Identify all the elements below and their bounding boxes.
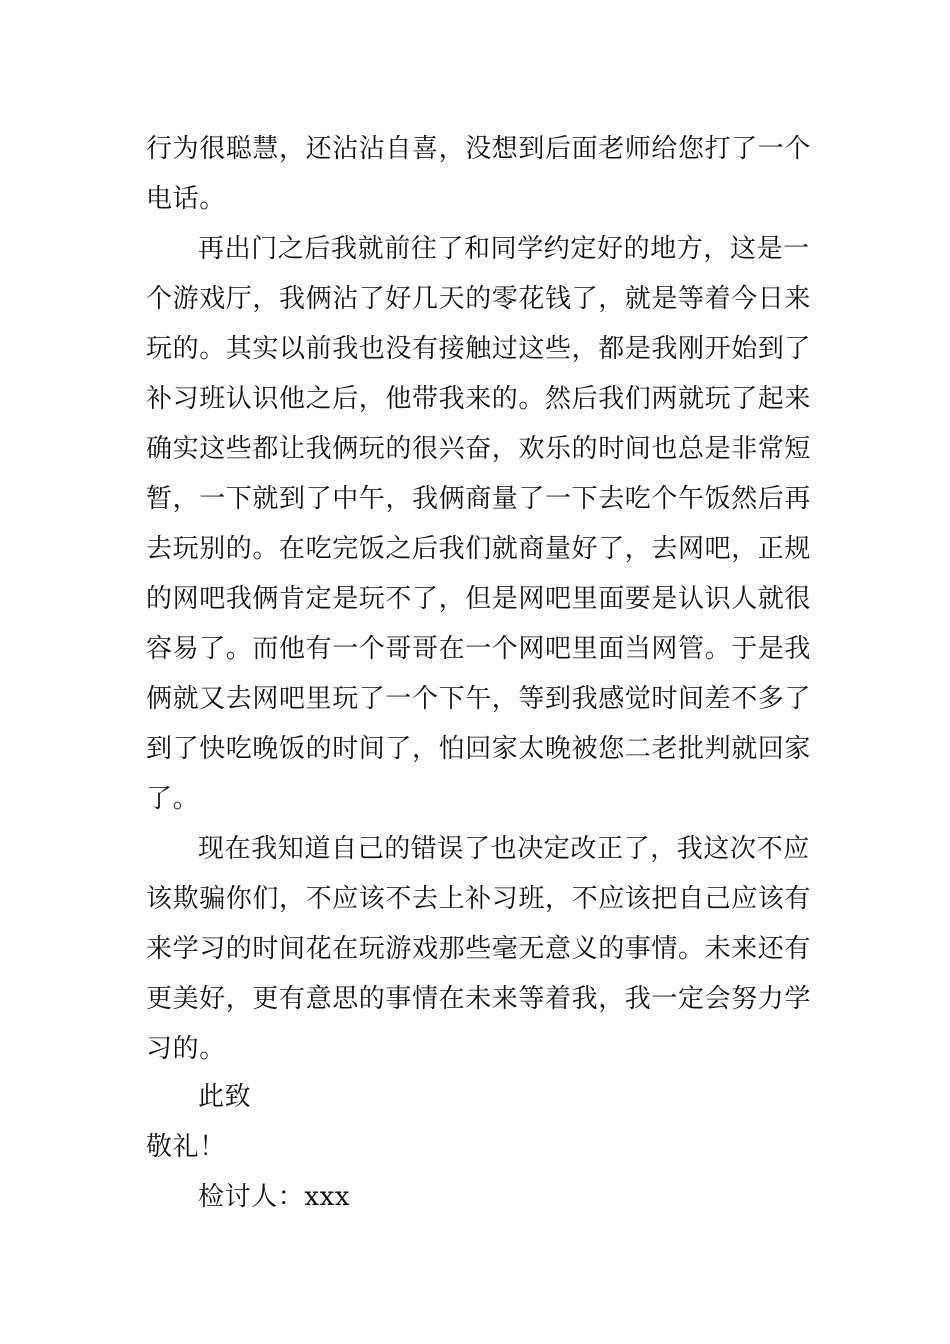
text-line: 电话。 bbox=[146, 184, 226, 214]
signature-line: 检讨人：xxx bbox=[198, 1182, 351, 1212]
text-line: 习的。 bbox=[146, 1034, 226, 1064]
text-line: 该欺骗你们，不应该不去上补习班，不应该把自己应该有 bbox=[146, 884, 812, 914]
text-line: 俩就又去网吧里玩了一个下午，等到我感觉时间差不多了 bbox=[146, 684, 812, 714]
closing-respect: 敬礼！ bbox=[146, 1132, 226, 1162]
text-line: 确实这些都让我俩玩的很兴奋，欢乐的时间也总是非常短 bbox=[146, 434, 812, 464]
paragraph-start-line: 现在我知道自己的错误了也决定改正了，我这次不应 bbox=[198, 834, 810, 864]
text-line: 去玩别的。在吃完饭之后我们就商量好了，去网吧，正规 bbox=[146, 534, 812, 564]
text-line: 玩的。其实以前我也没有接触过这些，都是我刚开始到了 bbox=[146, 334, 812, 364]
text-line: 来学习的时间花在玩游戏那些毫无意义的事情。未来还有 bbox=[146, 934, 812, 964]
text-line: 更美好，更有意思的事情在未来等着我，我一定会努力学 bbox=[146, 984, 812, 1014]
text-line: 的网吧我俩肯定是玩不了，但是网吧里面要是认识人就很 bbox=[146, 584, 812, 614]
text-line: 了。 bbox=[146, 784, 200, 814]
text-line: 补习班认识他之后，他带我来的。然后我们两就玩了起来 bbox=[146, 384, 812, 414]
text-line: 到了快吃晚饭的时间了，怕回家太晚被您二老批判就回家 bbox=[146, 734, 812, 764]
closing-salutation: 此致 bbox=[198, 1082, 252, 1112]
paragraph-start-line: 再出门之后我就前往了和同学约定好的地方，这是一 bbox=[198, 234, 810, 264]
text-line: 暂，一下就到了中午，我俩商量了一下去吃个午饭然后再 bbox=[146, 484, 812, 514]
text-line: 容易了。而他有一个哥哥在一个网吧里面当网管。于是我 bbox=[146, 634, 812, 664]
text-line: 行为很聪慧，还沾沾自喜，没想到后面老师给您打了一个 bbox=[146, 134, 812, 164]
text-line: 个游戏厅，我俩沾了好几天的零花钱了，就是等着今日来 bbox=[146, 284, 812, 314]
